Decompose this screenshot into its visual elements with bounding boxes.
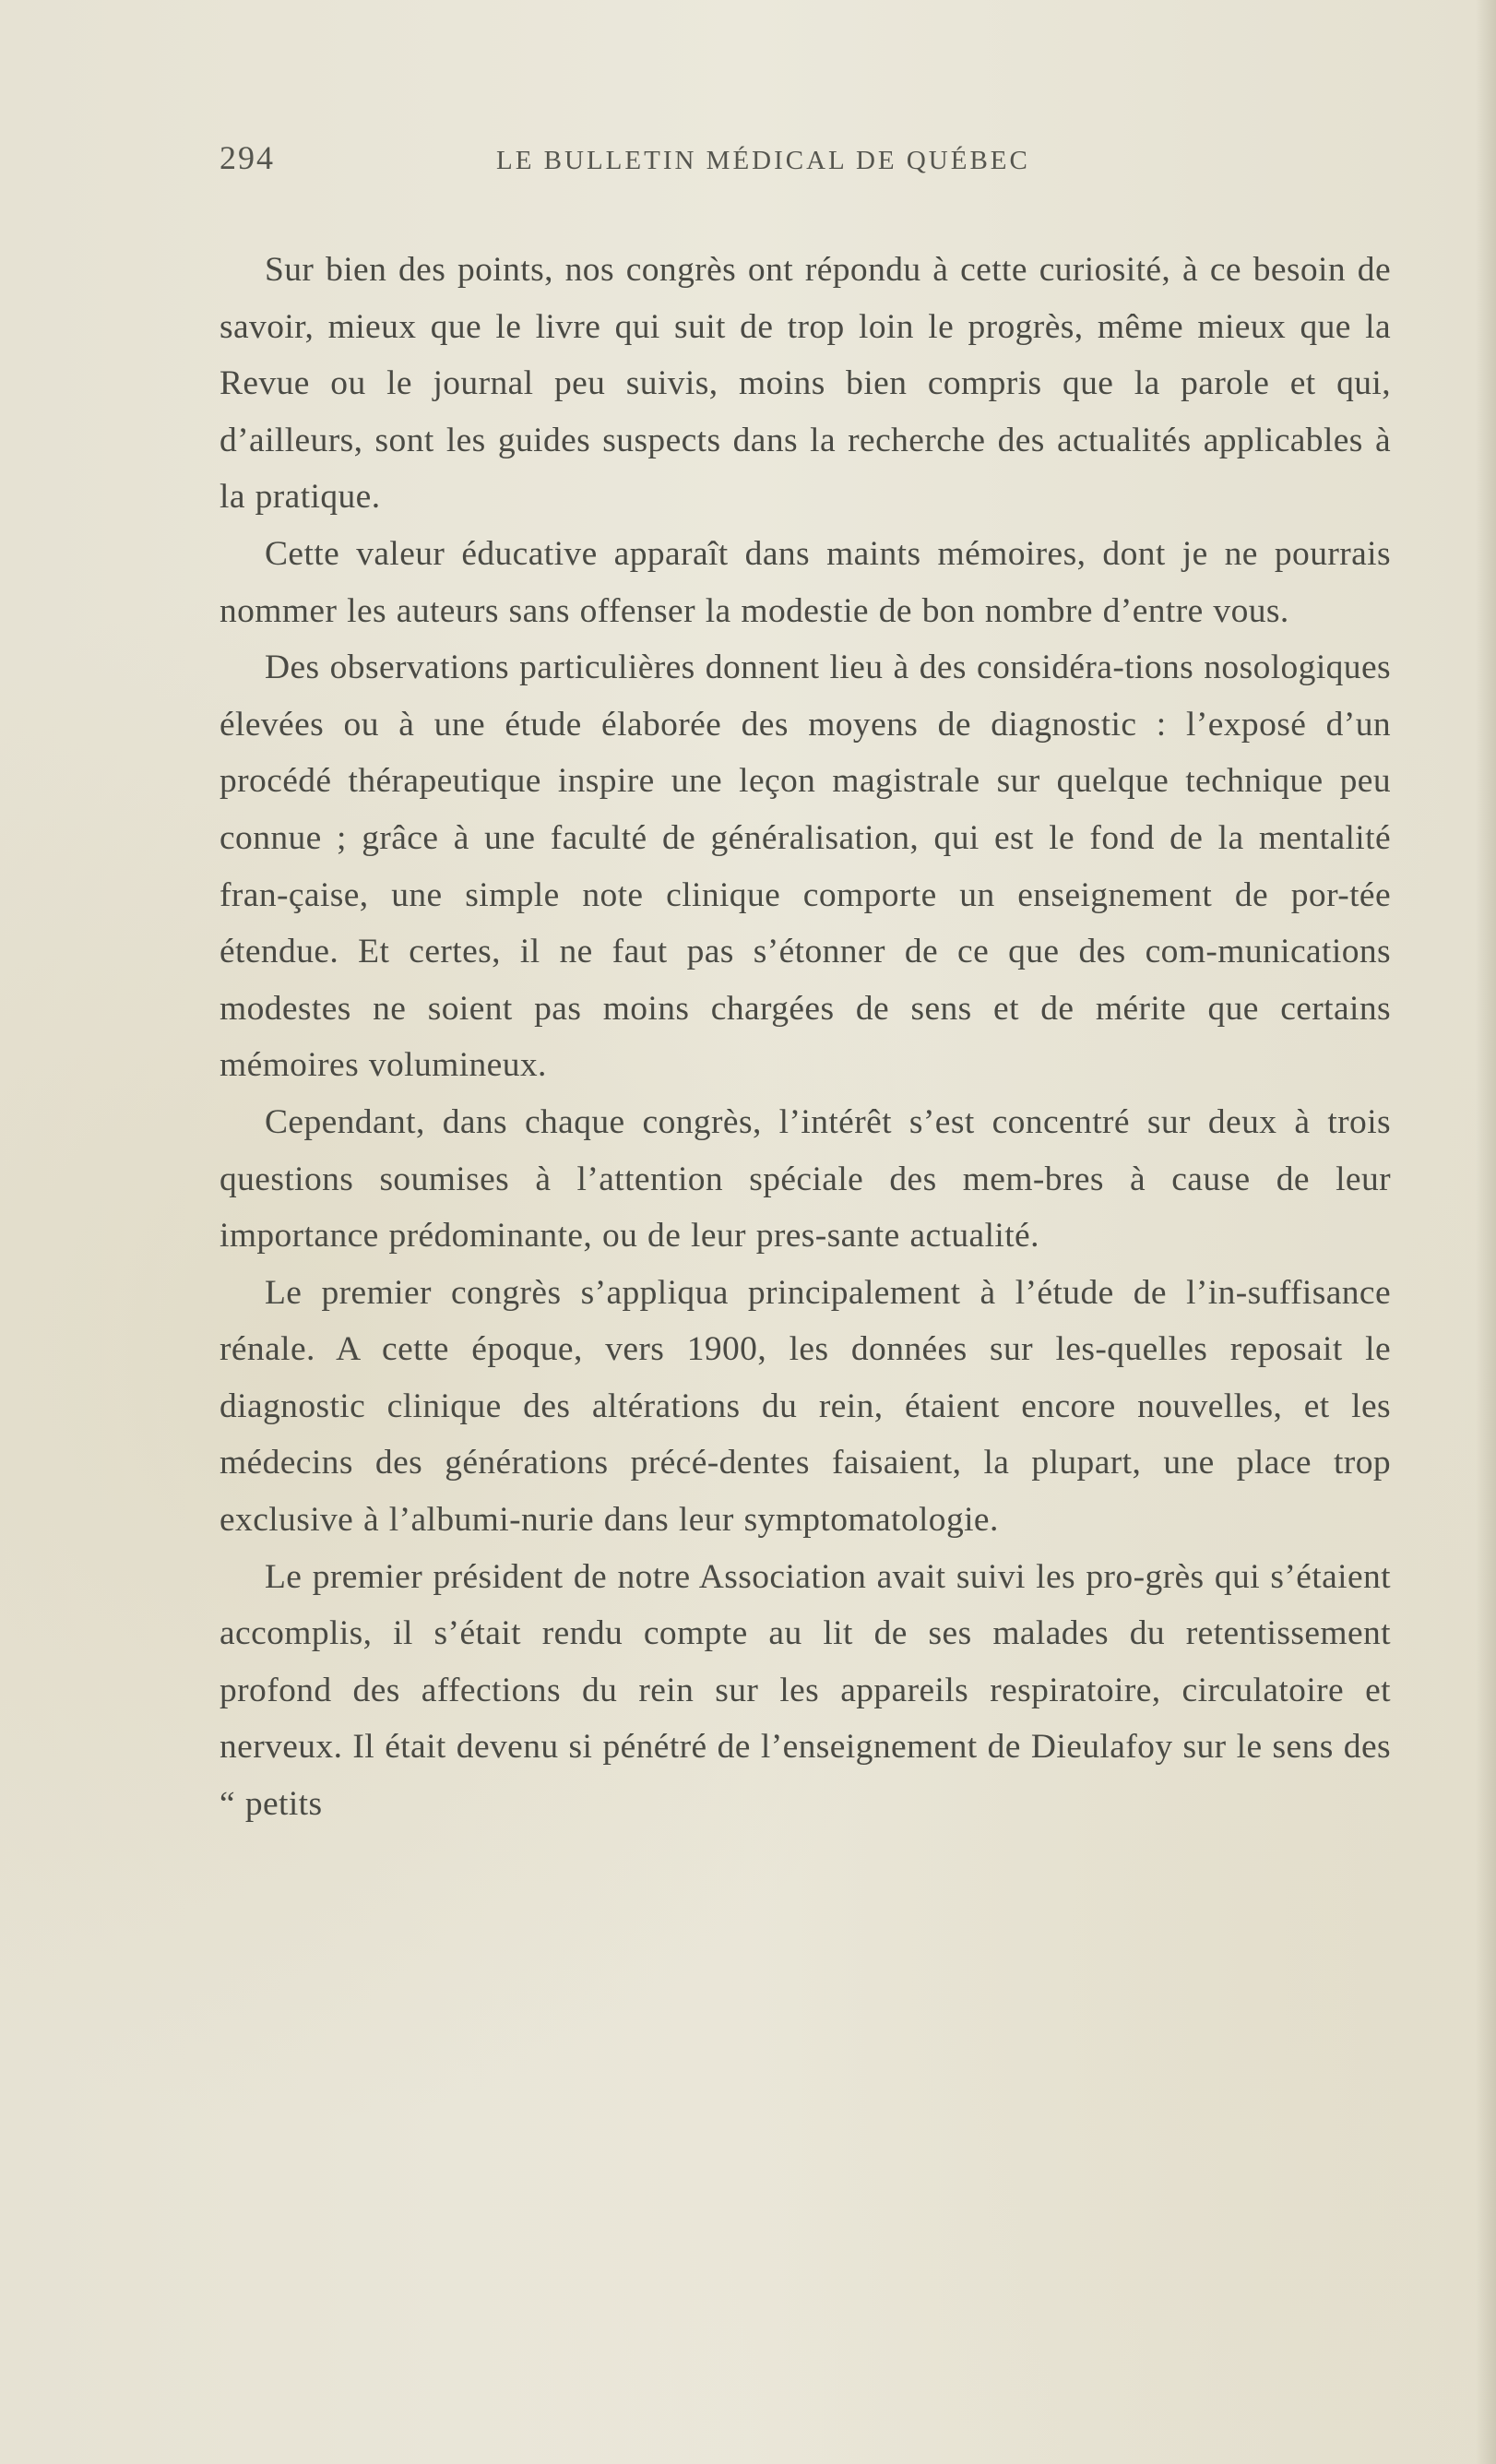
- paragraph-premier-president: Le premier président de notre Association avait suivi les pro-grès qui s’étaient accomplis, il s’était rendu compte au lit de ses malades du retentissement profond des affections du rein sur les appareils respiratoire, circulatoire et nerveux. Il était devenu si pénétré de l’enseignement de Dieulafoy sur le sens des “ petits: [220, 1557, 1391, 1824]
- paragraph-curiosite: Sur bien des points, nos congrès ont répondu à cette curiosité, à ce besoin de savoir, mieux que le livre qui suit de trop loin le progrès, même mieux que la Revue ou le journal peu suivis, moins bien compris que la parole et qui, d’ailleurs, sont les guides suspects dans la recherche des actualités applicables à la pratique.: [220, 251, 1391, 517]
- journal-title: LE BULLETIN MÉDICAL DE QUÉBEC: [496, 146, 1030, 175]
- paragraph-cependant: Cependant, dans chaque congrès, l’intérêt s’est concentré sur deux à trois questions soumises à l’attention spéciale des mem-bres à cause de leur importance prédominante, ou de leur pres-sante actualité.: [220, 1102, 1391, 1256]
- page-edge-shadow: [1476, 0, 1496, 2464]
- paragraph-valeur-educative: Cette valeur éducative apparaît dans maints mémoires, dont je ne pourrais nommer les auteurs sans offenser la modestie de bon nombre d’entre vous.: [220, 534, 1391, 630]
- paragraph-observations: Des observations particulières donnent lieu à des considéra-tions nosologiques élevées ou à une étude élaborée des moyens de diagnostic : l’exposé d’un procédé thérapeutique inspire une leçon magistrale sur quelque technique peu connue ; grâce à une faculté de généralisation, qui est le fond de la mentalité fran-çaise, une simple note clinique comporte un enseignement de por-tée étendue. Et certes, il ne faut pas s’étonner de ce que des com-munications modestes ne soient pas moins chargées de sens et de mérite que certains mémoires volumineux.: [220, 649, 1391, 1085]
- body-text: [220, 242, 1391, 1833]
- page-number: 294: [220, 139, 275, 176]
- paragraph-premier-congres: Le premier congrès s’appliqua principalement à l’étude de l’in-suffisance rénale. A cette époque, vers 1900, les données sur les-quelles reposait le diagnostic clinique des altérations du rein, étaient encore nouvelles, et les médecins des générations précé-dentes faisaient, la plupart, une place trop exclusive à l’albumi-nurie dans leur symptomatologie.: [220, 1273, 1391, 1540]
- running-head: [220, 138, 1391, 194]
